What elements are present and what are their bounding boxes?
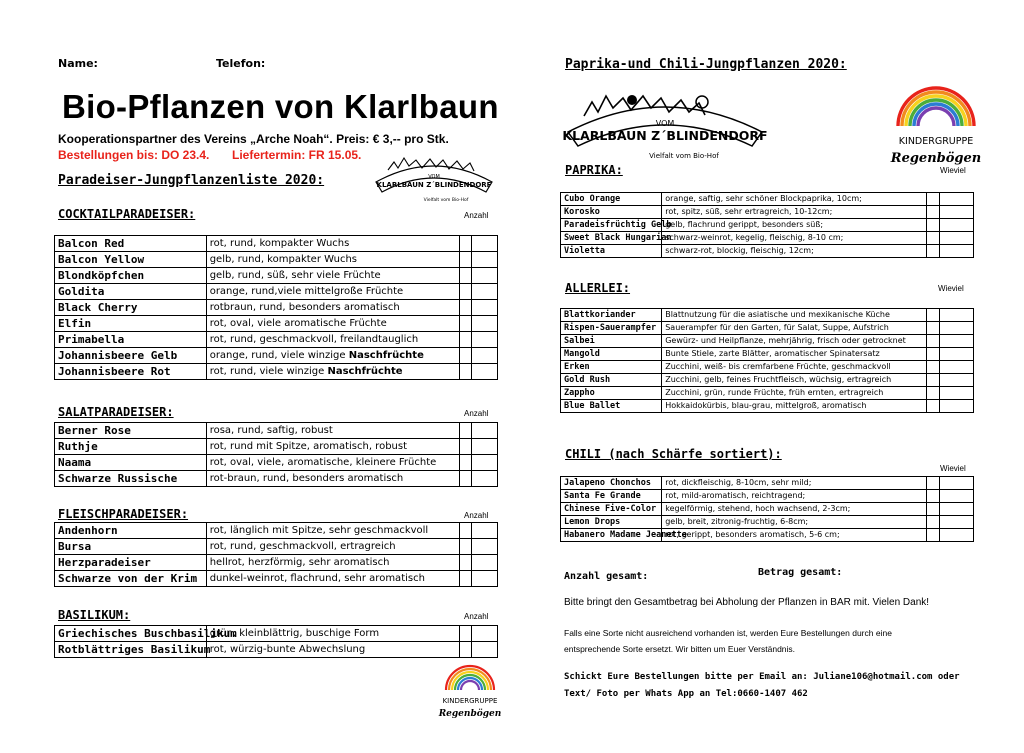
variety-name: Naama (55, 455, 207, 471)
variety-description-text: rot, rund, kompakter Wuchs (209, 238, 350, 249)
quantity-cell[interactable] (459, 252, 471, 268)
quantity-cell[interactable] (459, 626, 471, 642)
variety-description-text: rot, gerippt, besonders aromatisch, 5-6 cm; (665, 530, 840, 539)
variety-name: Berner Rose (55, 423, 207, 439)
name-label: Name: (58, 57, 98, 70)
variety-name: Salbei (561, 335, 662, 348)
page-title: Bio-Pflanzen von Klarlbaun (62, 88, 499, 125)
substitution-note-2: entsprechende Sorte ersetzt. Wir bitten um Euer Verständnis. (564, 644, 796, 654)
basilikum-table (54, 625, 498, 658)
variety-description-text: rot, oval, viele aromatische Früchte (209, 318, 387, 329)
quantity-cell-extra[interactable] (939, 193, 973, 206)
variety-description-text: rot, dickfleischig, 8-10cm, sehr mild; (665, 478, 812, 487)
variety-name: Primabella (55, 332, 207, 348)
order-deadline: Bestellungen bis: DO 23.4. (58, 148, 210, 162)
quantity-cell-extra[interactable] (939, 374, 973, 387)
variety-description (662, 206, 927, 219)
quantity-cell-extra[interactable] (939, 490, 973, 503)
quantity-cell[interactable] (927, 245, 939, 258)
variety-name: Chinese Five-Color (561, 503, 662, 516)
quantity-cell-extra[interactable] (939, 322, 973, 335)
logo-large-vom: VOM (655, 119, 675, 128)
quantity-cell[interactable] (459, 268, 471, 284)
table-row (561, 516, 974, 529)
variety-name: Ruthje (55, 439, 207, 455)
farm-logo-large-graphic (562, 82, 768, 164)
table-row (55, 455, 498, 471)
fleisch-count-label: Anzahl (464, 511, 489, 520)
phone-label: Telefon: (216, 57, 266, 70)
quantity-cell-extra[interactable] (939, 348, 973, 361)
variety-description (662, 193, 927, 206)
quantity-cell[interactable] (459, 539, 471, 555)
section-paprika: PAPRIKA: (565, 163, 623, 177)
quantity-cell-extra[interactable] (471, 423, 497, 439)
kindergarten-logo-small (440, 660, 500, 730)
quantity-cell-extra[interactable] (939, 219, 973, 232)
table-row (561, 477, 974, 490)
kg-large-line1: KINDERGRUPPE (898, 136, 974, 147)
variety-description-text: Hokkaidokürbis, blau-grau, mittelgroß, aromatisch (665, 401, 867, 410)
variety-description (662, 322, 927, 335)
logo-small-tagline: Vielfalt vom Bio-Hof (423, 198, 469, 203)
table-row (561, 322, 974, 335)
rainbow-icon-small (440, 660, 500, 730)
quantity-cell-extra[interactable] (939, 245, 973, 258)
variety-description (206, 236, 459, 252)
table-row (55, 626, 498, 642)
quantity-cell-extra[interactable] (471, 626, 497, 642)
contact-line-2: Text/ Foto per Whats App an Tel:0660-1407 462 (564, 689, 808, 699)
paprika-list-title: Paprika-und Chili-Jungpflanzen 2020: (565, 57, 847, 72)
variety-description (662, 361, 927, 374)
quantity-cell-extra[interactable] (471, 539, 497, 555)
quantity-cell-extra[interactable] (939, 387, 973, 400)
variety-name: Zappho (561, 387, 662, 400)
variety-description (662, 232, 927, 245)
quantity-cell-extra[interactable] (471, 268, 497, 284)
table-row (561, 400, 974, 413)
variety-name: Erken (561, 361, 662, 374)
quantity-cell-extra[interactable] (939, 477, 973, 490)
quantity-cell[interactable] (459, 236, 471, 252)
variety-name: Bursa (55, 539, 207, 555)
kg-small-line1: KINDERGRUPPE (442, 697, 498, 705)
table-row (55, 364, 498, 380)
quantity-cell-extra[interactable] (939, 232, 973, 245)
quantity-cell-extra[interactable] (939, 529, 973, 542)
quantity-cell[interactable] (459, 523, 471, 539)
table-row (55, 332, 498, 348)
kindergarten-logo-large (892, 84, 980, 178)
contact-line-1: Schickt Eure Bestellungen bitte per Email an: Juliane106@hotmail.com oder (564, 672, 960, 682)
quantity-cell-extra[interactable] (471, 439, 497, 455)
variety-description (206, 571, 459, 587)
quantity-cell-extra[interactable] (471, 364, 497, 380)
variety-name: Elfin (55, 316, 207, 332)
quantity-cell-extra[interactable] (471, 471, 497, 487)
quantity-cell[interactable] (459, 284, 471, 300)
quantity-cell[interactable] (459, 555, 471, 571)
quantity-cell[interactable] (459, 364, 471, 380)
variety-name: Korosko (561, 206, 662, 219)
table-row (55, 523, 498, 539)
variety-name: Mangold (561, 348, 662, 361)
total-amount-label: Betrag gesamt: (758, 567, 843, 578)
variety-description (206, 626, 459, 642)
quantity-cell[interactable] (927, 322, 939, 335)
variety-name: Rispen-Sauerampfer (561, 322, 662, 335)
fleisch-table (54, 522, 498, 587)
variety-description-text: Sauerampfer für den Garten, für Salat, Suppe, Aufstrich (665, 323, 889, 332)
variety-description (662, 529, 927, 542)
quantity-cell[interactable] (927, 477, 939, 490)
table-row (561, 503, 974, 516)
variety-description (662, 516, 927, 529)
variety-description-text: rot, rund, geschmackvoll, freilandtauglich (209, 334, 419, 345)
logo-small-vom: VOM (428, 174, 440, 180)
variety-name: Cubo Orange (561, 193, 662, 206)
variety-description (206, 284, 459, 300)
table-row (55, 268, 498, 284)
quantity-cell-extra[interactable] (471, 555, 497, 571)
quantity-cell[interactable] (927, 219, 939, 232)
variety-name: Johannisbeere Rot (55, 364, 207, 380)
quantity-cell[interactable] (927, 309, 939, 322)
variety-description-text: Zucchini, gelb, feines Fruchtfleisch, wüchsig, ertragreich (665, 375, 892, 384)
rainbow-icon-large (892, 84, 980, 178)
quantity-cell[interactable] (459, 471, 471, 487)
variety-description (206, 348, 459, 364)
table-row (561, 387, 974, 400)
variety-description (662, 387, 927, 400)
variety-description-text: gelb, rund, kompakter Wuchs (209, 254, 358, 265)
variety-description (662, 335, 927, 348)
table-row (561, 193, 974, 206)
variety-description-text: rot, würzig-bunte Abwechslung (209, 644, 366, 655)
variety-description (662, 348, 927, 361)
farm-logo-small (368, 148, 500, 206)
variety-name: Griechisches Buschbasilikum (55, 626, 207, 642)
quantity-cell-extra[interactable] (471, 523, 497, 539)
table-row (55, 252, 498, 268)
quantity-cell-extra[interactable] (471, 455, 497, 471)
cooperation-text: Kooperationspartner des Vereins „Arche Noah“. Preis: € 3,-- pro Stk. (58, 132, 449, 146)
table-row (55, 316, 498, 332)
quantity-cell-extra[interactable] (939, 503, 973, 516)
table-row (561, 529, 974, 542)
variety-name: Violetta (561, 245, 662, 258)
variety-name: Black Cherry (55, 300, 207, 316)
variety-description-text: orange, saftig, sehr schöner Blockpaprika, 10cm; (665, 194, 862, 203)
variety-name: Schwarze Russische (55, 471, 207, 487)
variety-description-text: orange, rund, viele winzige (209, 350, 349, 361)
variety-name: Santa Fe Grande (561, 490, 662, 503)
quantity-cell[interactable] (927, 206, 939, 219)
variety-description-text: rosa, rund, saftig, robust (209, 425, 333, 436)
variety-name: Blattkoriander (561, 309, 662, 322)
variety-description (206, 642, 459, 658)
section-basilikum: BASILIKUM: (58, 608, 131, 622)
table-row (561, 490, 974, 503)
table-row (55, 348, 498, 364)
variety-description-text: kegelförmig, stehend, hoch wachsend, 2-3cm; (665, 504, 851, 513)
variety-description-text: hellrot, herzförmig, sehr aromatisch (209, 557, 390, 568)
table-row (561, 206, 974, 219)
variety-name: Goldita (55, 284, 207, 300)
quantity-cell[interactable] (927, 361, 939, 374)
variety-description (206, 423, 459, 439)
variety-description (662, 219, 927, 232)
paprika-count-label: Wieviel (940, 166, 966, 175)
variety-name: Herzparadeiser (55, 555, 207, 571)
variety-description (206, 539, 459, 555)
table-row (561, 232, 974, 245)
section-cocktail: COCKTAILPARADEISER: (58, 207, 196, 221)
variety-description (662, 490, 927, 503)
variety-description (662, 503, 927, 516)
section-chili: CHILI (nach Schärfe sortiert): (565, 447, 782, 461)
variety-description (206, 332, 459, 348)
variety-description (206, 471, 459, 487)
table-row (561, 374, 974, 387)
variety-description-text: schwarz-rot, blockig, fleischig, 12cm; (665, 246, 814, 255)
variety-description-text: gelb, flachrund gerippt, besonders süß; (665, 220, 824, 229)
variety-description-text: rotbraun, rund, besonders aromatisch (209, 302, 400, 313)
variety-description (206, 439, 459, 455)
quantity-cell-extra[interactable] (471, 642, 497, 658)
quantity-cell-extra[interactable] (939, 309, 973, 322)
variety-name: Lemon Drops (561, 516, 662, 529)
variety-description-text: grün, kleinblättrig, buschige Form (209, 628, 380, 639)
quantity-cell[interactable] (459, 571, 471, 587)
quantity-cell-extra[interactable] (471, 316, 497, 332)
quantity-cell-extra[interactable] (939, 206, 973, 219)
variety-description-text: orange, rund,viele mittelgroße Früchte (209, 286, 404, 297)
variety-description-highlight: Naschfrüchte (327, 366, 403, 377)
variety-description-text: rot, rund mit Spitze, aromatisch, robust (209, 441, 408, 452)
variety-name: Balcon Red (55, 236, 207, 252)
table-row (55, 555, 498, 571)
variety-description (206, 555, 459, 571)
quantity-cell-extra[interactable] (939, 400, 973, 413)
quantity-cell[interactable] (927, 516, 939, 529)
variety-description-text: Zucchini, grün, runde Früchte, früh ernten, ertragreich (665, 388, 884, 397)
quantity-cell[interactable] (927, 490, 939, 503)
table-row (55, 236, 498, 252)
quantity-cell[interactable] (459, 348, 471, 364)
variety-name: Schwarze von der Krim (55, 571, 207, 587)
quantity-cell[interactable] (459, 316, 471, 332)
variety-description-text: Gewürz- und Heilpflanze, mehrjährig, frisch oder getrocknet (665, 336, 906, 345)
paprika-table (560, 192, 974, 258)
quantity-cell-extra[interactable] (471, 300, 497, 316)
table-row (55, 571, 498, 587)
quantity-cell[interactable] (459, 455, 471, 471)
variety-description-text: rot-braun, rund, besonders aromatisch (209, 473, 404, 484)
quantity-cell[interactable] (459, 423, 471, 439)
farm-logo-small-graphic (368, 148, 500, 206)
quantity-cell[interactable] (459, 439, 471, 455)
chili-count-label: Wieviel (940, 464, 966, 473)
quantity-cell-extra[interactable] (471, 284, 497, 300)
variety-name: Andenhorn (55, 523, 207, 539)
quantity-cell-extra[interactable] (939, 516, 973, 529)
allerlei-count-label: Wieviel (938, 284, 964, 293)
quantity-cell[interactable] (459, 300, 471, 316)
variety-description-text: schwarz-weinrot, kegelig, fleischig, 8-10 cm; (665, 233, 844, 242)
variety-description-text: dunkel-weinrot, flachrund, sehr aromatisch (209, 573, 425, 584)
variety-name: Paradeisfrüchtig Gelb (561, 219, 662, 232)
quantity-cell-extra[interactable] (471, 332, 497, 348)
chili-table (560, 476, 974, 542)
variety-description (206, 455, 459, 471)
variety-description-text: gelb, rund, süß, sehr viele Früchte (209, 270, 381, 281)
table-row (55, 439, 498, 455)
variety-description (662, 374, 927, 387)
table-row (55, 539, 498, 555)
variety-name: Jalapeno Chonchos (561, 477, 662, 490)
table-row (55, 300, 498, 316)
quantity-cell[interactable] (927, 387, 939, 400)
section-fleisch: FLEISCHPARADEISER: (58, 507, 189, 521)
variety-description-highlight: Naschfrüchte (348, 350, 424, 361)
quantity-cell[interactable] (927, 193, 939, 206)
quantity-cell[interactable] (459, 642, 471, 658)
variety-name: Habanero Madame Jeanette (561, 529, 662, 542)
variety-description (206, 316, 459, 332)
variety-description (662, 245, 927, 258)
table-row (561, 245, 974, 258)
variety-description (662, 477, 927, 490)
variety-name: Blondköpfchen (55, 268, 207, 284)
variety-description-text: rot, mild-aromatisch, reichtragend; (665, 491, 806, 500)
salat-count-label: Anzahl (464, 409, 489, 418)
cocktail-count-label: Anzahl (464, 211, 489, 220)
variety-description-text: gelb, breit, zitronig-fruchtig, 6-8cm; (665, 517, 809, 526)
logo-large-main: KLARLBAUN Z´BLINDENDORF (562, 128, 768, 143)
variety-description (206, 523, 459, 539)
logo-large-tagline: Vielfalt vom Bio-Hof (649, 152, 719, 160)
table-row (561, 348, 974, 361)
variety-name: Johannisbeere Gelb (55, 348, 207, 364)
variety-name: Sweet Black Hungarian (561, 232, 662, 245)
table-row (561, 361, 974, 374)
variety-name: Gold Rush (561, 374, 662, 387)
quantity-cell[interactable] (927, 335, 939, 348)
table-row (561, 309, 974, 322)
variety-description-text: rot, rund, geschmackvoll, ertragreich (209, 541, 396, 552)
variety-name: Balcon Yellow (55, 252, 207, 268)
quantity-cell-extra[interactable] (939, 335, 973, 348)
variety-description (662, 400, 927, 413)
quantity-cell-extra[interactable] (471, 236, 497, 252)
quantity-cell[interactable] (927, 529, 939, 542)
variety-description-text: Bunte Stiele, zarte Blätter, aromatischer Spinatersatz (665, 349, 880, 358)
variety-description (206, 364, 459, 380)
variety-name: Rotblättriges Basilikum (55, 642, 207, 658)
quantity-cell[interactable] (927, 374, 939, 387)
variety-description-text: rot, rund, viele winzige (209, 366, 328, 377)
kg-small-line2: Regenbögen (438, 709, 502, 719)
allerlei-table (560, 308, 974, 413)
quantity-cell[interactable] (927, 232, 939, 245)
quantity-cell-extra[interactable] (471, 252, 497, 268)
basilikum-count-label: Anzahl (464, 612, 489, 621)
table-row (55, 642, 498, 658)
section-allerlei: ALLERLEI: (565, 281, 631, 295)
cocktail-table (54, 235, 498, 380)
section-salat: SALATPARADEISER: (58, 405, 174, 419)
quantity-cell[interactable] (459, 332, 471, 348)
variety-description-text: Blattnutzung für die asiatische und mexikanische Küche (665, 310, 890, 319)
quantity-cell[interactable] (927, 348, 939, 361)
payment-note: Bitte bringt den Gesamtbetrag bei Abholung der Pflanzen in BAR mit. Vielen Dank! (564, 597, 930, 608)
quantity-cell-extra[interactable] (471, 348, 497, 364)
quantity-cell[interactable] (927, 503, 939, 516)
salat-table (54, 422, 498, 487)
table-row (561, 335, 974, 348)
quantity-cell-extra[interactable] (471, 571, 497, 587)
variety-description-text: rot, oval, viele, aromatische, kleinere Früchte (209, 457, 437, 468)
substitution-note-1: Falls eine Sorte nicht ausreichend vorhanden ist, werden Eure Bestellungen durch eine (564, 628, 892, 638)
logo-small-main: KLARLBAUN Z´BLINDENDORF (376, 181, 492, 189)
variety-name: Blue Ballet (561, 400, 662, 413)
variety-description-text: Zucchini, weiß- bis cremfarbene Früchte, geschmackvoll (665, 362, 891, 371)
variety-description (206, 300, 459, 316)
variety-description-text: rot, spitz, süß, sehr ertragreich, 10-12cm; (665, 207, 833, 216)
delivery-date: Liefertermin: FR 15.05. (232, 148, 362, 162)
quantity-cell[interactable] (927, 400, 939, 413)
kg-large-line2: Regenbögen (890, 151, 982, 166)
table-row (55, 471, 498, 487)
variety-description (206, 252, 459, 268)
variety-description-text: rot, länglich mit Spitze, sehr geschmackvoll (209, 525, 429, 536)
table-row (55, 423, 498, 439)
farm-logo-large (562, 82, 768, 164)
table-row (55, 284, 498, 300)
variety-description (206, 268, 459, 284)
tomato-list-title: Paradeiser-Jungpflanzenliste 2020: (58, 173, 325, 188)
total-count-label: Anzahl gesamt: (564, 571, 649, 582)
quantity-cell-extra[interactable] (939, 361, 973, 374)
table-row (561, 219, 974, 232)
variety-description (662, 309, 927, 322)
